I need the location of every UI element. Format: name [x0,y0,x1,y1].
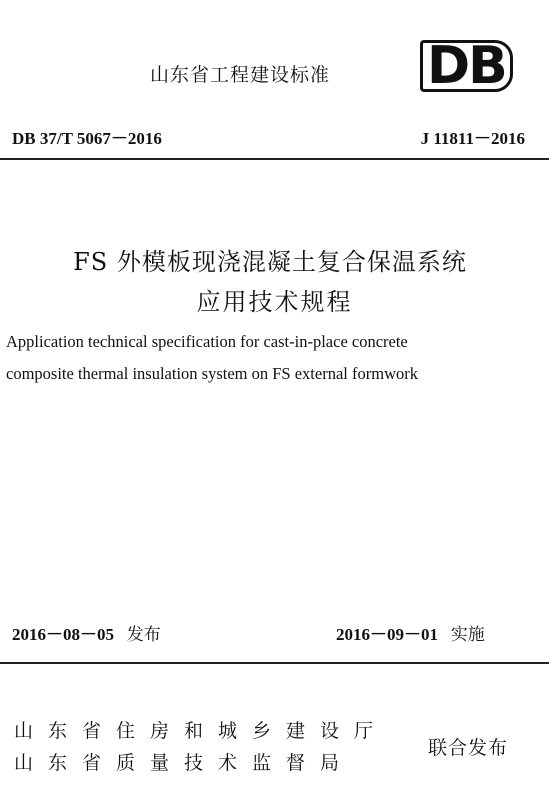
joint-issue-label: 联合发布 [428,737,509,759]
publish-date: 2016－08－05 [12,625,114,644]
standard-number: DB 37/T 5067－2016 [12,129,162,148]
implement-label: 实施 [450,625,485,644]
registration-number: J 11811－2016 [420,129,525,148]
title-cn-line1: FS 外模板现浇混凝土复合保温系统 [73,248,467,276]
issuer-line2: 山东省质量技术监督局 [14,752,355,774]
db-logo: DB [420,40,536,88]
org-title: 山东省工程建设标准 [150,64,331,86]
bottom-divider [0,662,549,664]
implement-date-block [336,620,485,645]
publish-date-block [12,620,161,645]
title-en-line2: composite thermal insulation system on FS external formwork [6,364,418,383]
publish-label: 发布 [126,625,161,644]
issuer-line1: 山东省住房和城乡建设厅 [14,720,389,742]
implement-date: 2016－09－01 [336,625,438,644]
title-cn-line2: 应用技术规程 [196,288,353,316]
top-divider [0,158,549,160]
title-en-line1: Application technical specification for cast-in-place concrete [6,332,408,351]
